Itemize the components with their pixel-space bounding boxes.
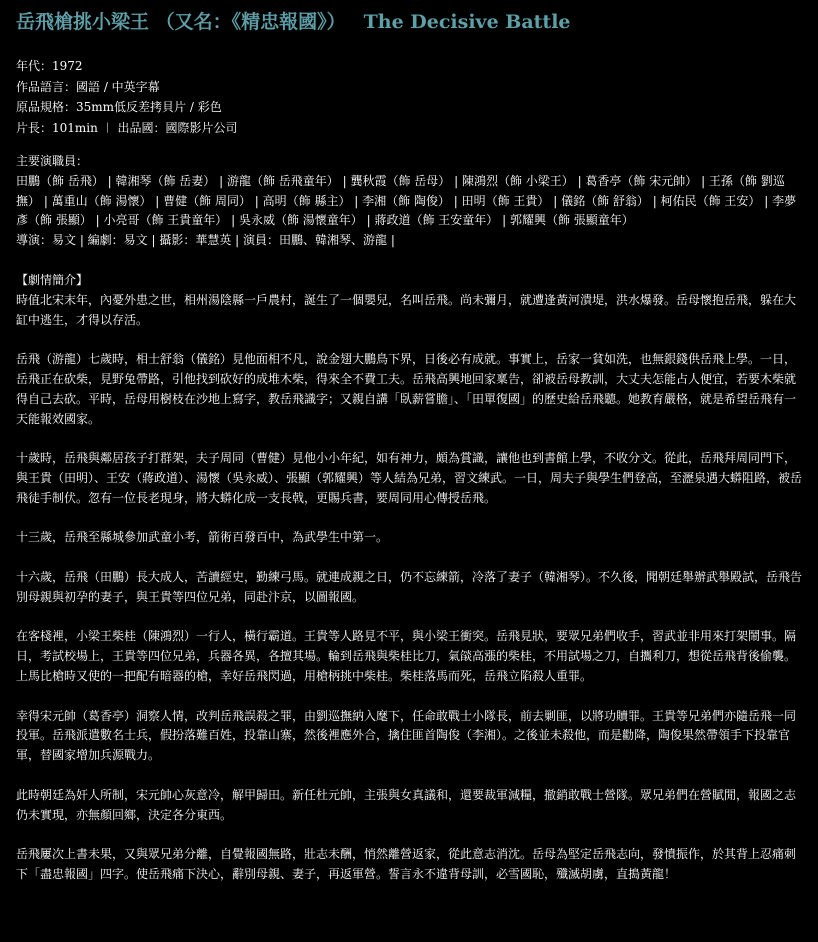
page-title [16,8,802,36]
synopsis-paragraph: 幸得宋元帥（葛香亭）洞察人情，改判岳飛誤殺之罪，由劉巡撫納入麾下，任命敢戰士小隊長，前去剿匪，以將功贖罪。王貴等兄弟們亦隨岳飛一同投軍。岳飛派遣數名士兵，假扮落難百姓，投靠山寨，然後裡應外合，擒住匪首陶俊（李湘）。之後並未殺他，而是勸降，陶俊果然帶領手下投靠官軍，替國家增加兵源戰力。 [16,708,797,763]
synopsis-paragraph: 十三歲，岳飛至縣城參加武童小考，箭術百發百中，為武學生中第一。 [16,530,389,545]
format-line: 原品規格：35mm低反差拷貝片 / 彩色 [16,100,222,114]
synopsis-paragraph: 十歲時，岳飛與鄰居孩子打群架，夫子周同（曹健）見他小小年紀，如有神力，頗為賞識，讓他也到書館上學，不收分文。從此，岳飛拜周同門下，與王貴（田明）、王安（蔣政道）、湯懷（吳永威）、張顯（郭耀興）等人結為兄弟，習文練武。一日，周夫子與學生們登高，至瀝泉遇大蟒阻路，被岳飛徒手制伏。忽有一位長老現身，將大蟒化成一支長戟，更賜兵書，要周同用心傳授岳飛。 [16,451,803,505]
cast-list: 田鵬（飾 岳飛） | 韓湘琴（飾 岳妻） | 游龍（飾 岳飛童年） | 龔秋霞（飾 岳母） | 陳鴻烈（飾 小梁王） | 葛香亭（飾 宋元帥） | 王孫（飾 劉巡撫） | 萬重山（飾 湯懷） | 曹健（飾 周同） | 高明（飾 縣主） | 李湘（飾 陶俊） | 田明（飾 王貴） | 儀銘（飾 舒翁） | 柯佑民（飾 王安） | 李夢彥（飾 張顯） | 小亮哥（飾 王貴童年） | 吳永威（飾 湯懷童年） | 蔣政道（飾 王安童年） | 郭耀興（飾 張顯童年） [16,173,797,228]
synopsis-paragraph: 岳飛（游龍）七歲時，相士舒翁（儀銘）見他面相不凡，說金翅大鵬鳥下界，日後必有成就。事實上，岳家一貧如洗，也無銀錢供岳飛上學。一日，岳飛正在砍柴，見野兔帶路，引他找到砍好的成堆木柴，得來全不費工夫。岳飛高興地回家稟告，卻被岳母教訓，大丈夫怎能占人便宜，若要木柴就得自己去砍。平時，岳母用樹枝在沙地上寫字，教岳飛識字；又親自講「臥薪嘗膽」、「田單復國」的歷史給岳飛聽。她教育嚴格，就是希望岳飛有一天能報效國家。 [16,352,797,426]
title-chinese: 岳飛槍挑小梁王 （又名：《精忠報國》） [16,11,346,33]
film-info [16,56,802,138]
synopsis-paragraph: 此時朝廷為奸人所制，宋元帥心灰意冷，解甲歸田。新任杜元帥，主張與女真議和，還要裁軍減糧，撤銷敢戰士營隊。眾兄弟們在營賦閒，報國之志仍未實現，亦無顏回鄉，決定各分東西。 [16,787,797,822]
synopsis-paragraph: 十六歲，岳飛（田鵬）長大成人，苦讀經史，勤練弓馬。就連成親之日，仍不忘練箭，冷落了妻子（韓湘琴）。不久後，聞朝廷舉辦武舉殿試，岳飛告別母親與初孕的妻子，與王貴等四位兄弟，同赴汴京，以圖報國。 [16,569,803,604]
synopsis-section [16,271,802,885]
synopsis-heading: 【劇情簡介】 [16,272,89,287]
cast-heading: 主要演職員： [16,154,89,168]
synopsis-paragraph: 在客棧裡，小梁王柴桂（陳鴻烈）一行人，橫行霸道。王貴等人路見不平，與小梁王衝突。岳飛見狀，要眾兄弟們收手，習武並非用來打架鬧事。隔日，考試校場上，王貴等四位兄弟，兵器各異，各擅其場。輪到岳飛與柴桂比刀，氣燄高漲的柴桂，不用試場之刀，自攜利刀，想從岳飛背後偷襲。上馬比槍時又使的一把配有暗器的槍，幸好岳飛閃過，用槍柄挑中柴桂。柴桂落馬而死，岳飛立陷殺人重罪。 [16,629,797,683]
language-line: 作品語言：國語 / 中英字幕 [16,79,160,94]
synopsis-paragraph: 岳飛屢次上書未果，又與眾兄弟分離，自覺報國無路，壯志未酬，悄然離營返家，從此意志消沈。岳母為堅定岳飛志向，發憤振作，於其背上忍痛刺下「盡忠報國」四字。使岳飛痛下決心，辭別母親、妻子，再返軍營。誓言永不違背母訓，必雪國恥，殲滅胡虜，直搗黃龍！ [16,847,797,881]
length-origin-line: 片長：101min ︱ 出品國：國際影片公司 [16,120,238,135]
cast-crew-section [16,152,802,251]
year-line: 年代：1972 [16,59,83,73]
title-english: The Decisive Battle [363,11,571,33]
synopsis-paragraph: 時值北宋末年，內憂外患之世，相州湯陰縣一戶農村，誕生了一個嬰兒，名叫岳飛。尚未彌月，就遭逢黃河潰堤，洪水爆發。岳母懷抱岳飛，躲在大缸中逃生，才得以存活。 [16,292,797,327]
crew-line: 導演：易文 | 編劇：易文 | 攝影：華慧英 | 演員：田鵬、韓湘琴、游龍 | [16,233,395,248]
